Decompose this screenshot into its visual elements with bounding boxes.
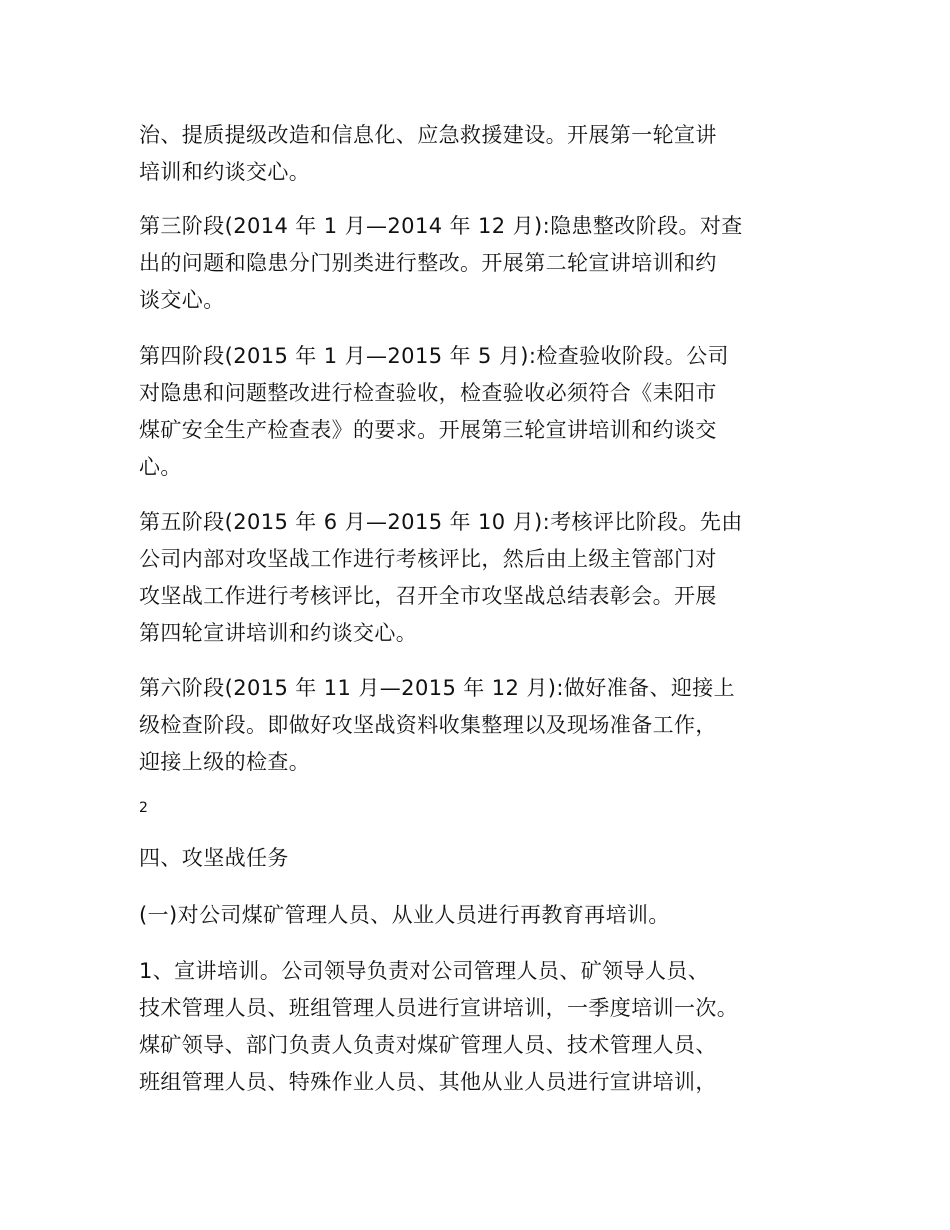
- subheading-training: [139, 897, 819, 934]
- heading-line: 四、攻坚战任务: [139, 846, 289, 870]
- paragraph-stage-three: [139, 208, 819, 319]
- text-line: 谈交心。: [139, 288, 225, 312]
- text-line: 治、提质提级改造和信息化、应急救援建设。开展第一轮宣讲: [139, 123, 717, 147]
- text-line: 迎接上级的检查。: [139, 750, 311, 774]
- text-line: 班组管理人员、特殊作业人员、其他从业人员进行宣讲培训，: [139, 1070, 717, 1094]
- page-number: 2: [139, 800, 148, 816]
- text-line: 对隐患和问题整改进行检查验收，检查验收必须符合《耒阳市: [139, 381, 717, 405]
- text-line: 公司内部对攻坚战工作进行考核评比，然后由上级主管部门对: [139, 547, 717, 571]
- text-line: 第三阶段(2014 年 1 月—2014 年 12 月):隐患整改阶段。对查: [139, 214, 743, 238]
- text-line: 煤矿领导、部门负责人负责对煤矿管理人员、技术管理人员、: [139, 1033, 717, 1057]
- text-line: 1、宣讲培训。公司领导负责对公司管理人员、矿领导人员、: [139, 959, 710, 983]
- text-line: 培训和约谈交心。: [139, 160, 311, 184]
- text-line: 第四阶段(2015 年 1 月—2015 年 5 月):检查验收阶段。公司: [139, 344, 729, 368]
- text-line: 第四轮宣讲培训和约谈交心。: [139, 621, 418, 645]
- paragraph-stage-four: [139, 338, 819, 486]
- text-line: 攻坚战工作进行考核评比，召开全市攻坚战总结表彰会。开展: [139, 584, 717, 608]
- text-line: 煤矿安全生产检查表》的要求。开展第三轮宣讲培训和约谈交: [139, 418, 717, 442]
- text-line: 心。: [139, 455, 182, 479]
- text-line: 第五阶段(2015 年 6 月—2015 年 10 月):考核评比阶段。先由: [139, 510, 743, 534]
- heading-line: (一)对公司煤矿管理人员、从业人员进行再教育再培训。: [139, 903, 670, 927]
- text-line: 第六阶段(2015 年 11 月—2015 年 12 月):做好准备、迎接上: [139, 676, 736, 700]
- paragraph-lecture-training: [139, 953, 819, 1101]
- paragraph-stage-six: [139, 670, 819, 781]
- text-line: 级检查阶段。即做好攻坚战资料收集整理以及现场准备工作，: [139, 713, 717, 737]
- text-line: 出的问题和隐患分门别类进行整改。开展第二轮宣讲培训和约: [139, 251, 717, 275]
- paragraph-stage-two-continued: [139, 117, 819, 191]
- section-heading-tasks: [139, 840, 819, 877]
- paragraph-stage-five: [139, 504, 819, 652]
- text-line: 技术管理人员、班组管理人员进行宣讲培训，一季度培训一次。: [139, 996, 739, 1020]
